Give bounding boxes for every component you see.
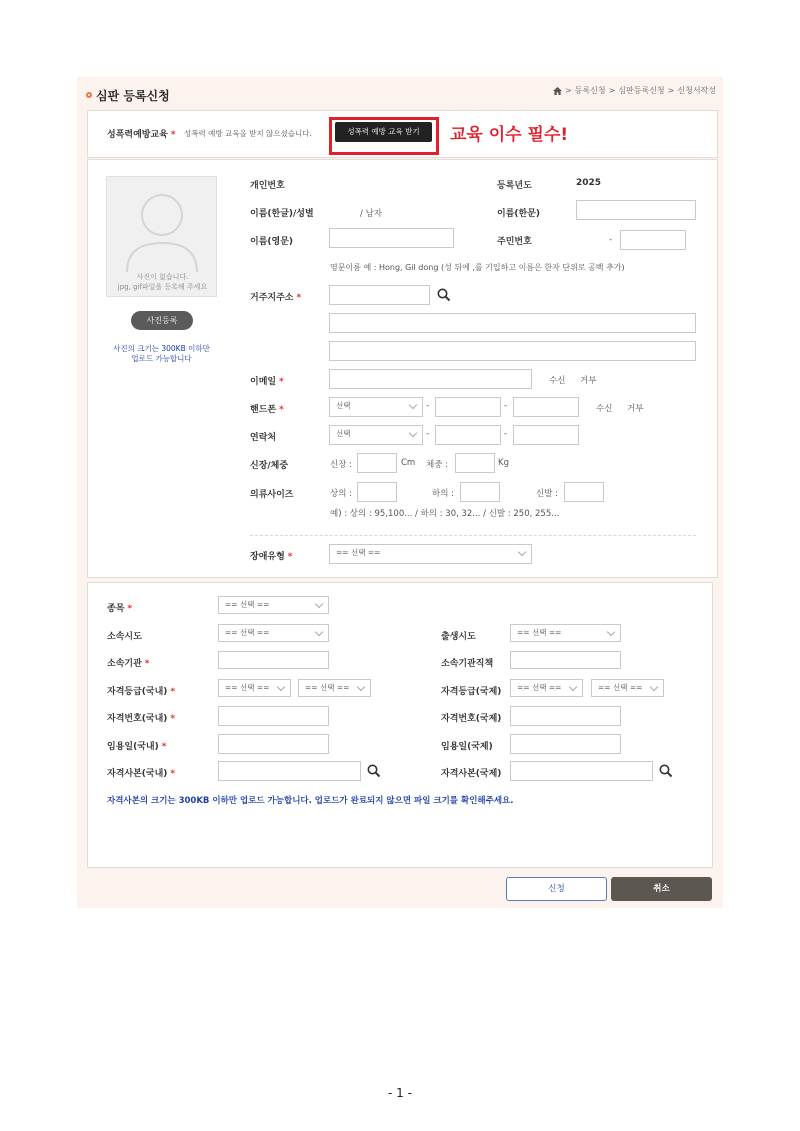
breadcrumb-item-form: 신청서작성	[677, 86, 716, 95]
personal-id-label: 개인번호	[250, 181, 285, 191]
search-icon[interactable]	[659, 764, 673, 778]
required-mark: *	[287, 552, 293, 562]
appoint-domestic-input[interactable]	[218, 734, 329, 754]
weight-unit: Kg	[498, 458, 509, 468]
name-english-input[interactable]	[329, 228, 454, 248]
prevention-education-button[interactable]: 성폭력 예방 교육 받기	[335, 122, 432, 142]
required-mark: *	[170, 130, 176, 140]
breadcrumb-sep: >	[667, 86, 675, 95]
top-size-label: 상의 :	[330, 489, 352, 499]
chevron-down-icon	[315, 600, 323, 608]
birth-city-select[interactable]: == 선택 ==	[510, 624, 621, 642]
appoint-intl-input[interactable]	[510, 734, 621, 754]
city-select[interactable]: == 선택 ==	[218, 624, 329, 642]
mobile-opt-out[interactable]: 거부	[627, 404, 644, 414]
page-number: - 1 -	[388, 1086, 412, 1100]
photo-size-note-2: 업로드 가능합니다	[131, 354, 192, 363]
sport-label: 종목 *	[107, 604, 133, 614]
number-intl-input[interactable]	[510, 706, 621, 726]
home-icon[interactable]	[553, 87, 562, 95]
copy-domestic-label: 자격사본(국내) *	[107, 769, 176, 779]
chevron-down-icon	[409, 401, 417, 409]
weight-label: 체중 :	[426, 460, 448, 470]
grade-domestic-label: 자격등급(국내) *	[107, 687, 176, 697]
org-position-label: 소속기관직책	[441, 659, 494, 669]
birth-city-label: 출생시도	[441, 632, 476, 642]
mobile-middle-input[interactable]	[435, 397, 501, 417]
mobile-dash-2: -	[504, 401, 508, 411]
required-mark: *	[144, 659, 150, 669]
chevron-down-icon	[357, 683, 365, 691]
submit-button[interactable]: 신청	[506, 877, 607, 901]
chevron-down-icon	[315, 628, 323, 636]
bottom-size-label: 하의 :	[432, 489, 454, 499]
contact-last-input[interactable]	[513, 425, 579, 445]
copy-domestic-file-input[interactable]	[218, 761, 361, 781]
height-label: 신장 :	[330, 460, 352, 470]
name-hanja-label: 이름(한문)	[497, 209, 541, 219]
contact-middle-input[interactable]	[435, 425, 501, 445]
divider	[250, 535, 696, 536]
resident-number-back-input[interactable]	[620, 230, 686, 250]
height-unit: Cm	[401, 458, 416, 468]
copy-intl-file-input[interactable]	[510, 761, 653, 781]
city-label: 소속시도	[107, 632, 142, 642]
required-annotation: 교육 이수 필수!	[450, 125, 569, 145]
breadcrumb-sep: >	[608, 86, 616, 95]
english-name-example: 영문이름 예 : Hong, Gil dong (성 뒤에 ,를 기입하고 이름은 한자 단위로 공백 추가)	[330, 263, 625, 272]
grade-intl-label: 자격등급(국제)	[441, 687, 502, 697]
required-mark: *	[170, 714, 176, 724]
required-mark: *	[296, 293, 302, 303]
chevron-down-icon	[607, 628, 615, 636]
address-line1-input[interactable]	[329, 313, 696, 333]
breadcrumb-sep: >	[564, 86, 572, 95]
number-domestic-label: 자격번호(국내) *	[107, 714, 176, 724]
name-english-label: 이름(영문)	[250, 237, 294, 247]
cancel-button[interactable]: 취소	[611, 877, 712, 901]
contact-dash-1: -	[426, 429, 430, 439]
chevron-down-icon	[650, 683, 658, 691]
contact-label: 연락처	[250, 433, 277, 443]
grade-domestic-select-1[interactable]: == 선택 ==	[218, 679, 291, 697]
number-domestic-input[interactable]	[218, 706, 329, 726]
name-hanja-input[interactable]	[576, 200, 696, 220]
photo-format-text: jpg, gif파일을 등록해 주세요	[117, 283, 208, 291]
photo-placeholder	[106, 176, 217, 297]
mobile-dash-1: -	[426, 401, 430, 411]
chevron-down-icon	[409, 429, 417, 437]
top-size-input[interactable]	[357, 482, 397, 502]
resident-number-label: 주민번호	[497, 237, 532, 247]
copy-size-note: 자격사본의 크기는 300KB 이하만 업로드 가능합니다. 업로드가 완료되지 않으면 파일 크기를 확인해주세요.	[107, 796, 514, 806]
required-mark: *	[170, 687, 176, 697]
grade-intl-select-1[interactable]: == 선택 ==	[510, 679, 583, 697]
required-mark: *	[161, 742, 167, 752]
mobile-label: 핸드폰 *	[250, 405, 284, 415]
required-mark: *	[279, 377, 284, 387]
prevention-label: 성폭력예방교육 *	[107, 130, 176, 140]
required-mark: *	[127, 604, 133, 614]
year-label: 등록년도	[497, 181, 532, 191]
page-title: 심판 등록신청	[96, 89, 170, 103]
search-icon[interactable]	[437, 288, 451, 302]
appoint-domestic-label: 임용일(국내) *	[107, 742, 167, 752]
email-opt-in[interactable]: 수신	[549, 376, 566, 386]
weight-input[interactable]	[455, 453, 495, 473]
disability-label: 장애유형 *	[250, 552, 293, 562]
organization-input[interactable]	[218, 651, 329, 669]
name-korean-label: 이름(한글)/성별	[250, 209, 314, 219]
required-mark: *	[279, 405, 284, 415]
body-size-label: 신장/체중	[250, 461, 289, 471]
prevention-status: 성폭력 예방 교육을 받지 않으셨습니다.	[184, 129, 312, 138]
mobile-prefix-select[interactable]: 선택	[329, 397, 423, 417]
shoe-size-input[interactable]	[564, 482, 604, 502]
photo-empty-text: 사진이 없습니다.	[136, 273, 189, 281]
year-value: 2025	[576, 178, 602, 188]
chevron-down-icon	[277, 683, 285, 691]
appoint-intl-label: 임용일(국제)	[441, 742, 493, 752]
email-label: 이메일 *	[250, 377, 284, 387]
mobile-opt-in[interactable]: 수신	[596, 404, 613, 414]
sport-select[interactable]: == 선택 ==	[218, 596, 329, 614]
breadcrumb-item-register[interactable]: 등록신청	[574, 86, 606, 95]
gender-value: / 남자	[360, 209, 382, 219]
bottom-size-input[interactable]	[460, 482, 500, 502]
chevron-down-icon	[518, 548, 526, 556]
contact-dash-2: -	[504, 429, 508, 439]
search-icon[interactable]	[367, 764, 381, 778]
postal-code-input[interactable]	[329, 285, 430, 305]
title-bullet-icon	[86, 92, 92, 98]
number-intl-label: 자격번호(국제)	[441, 714, 502, 724]
grade-intl-select-2[interactable]: == 선택 ==	[591, 679, 664, 697]
org-position-input[interactable]	[510, 651, 621, 669]
shoe-size-label: 신발 :	[536, 489, 558, 499]
resident-separator: -	[609, 235, 613, 245]
photo-upload-button[interactable]: 사진등록	[131, 311, 193, 330]
breadcrumb-item-referee[interactable]: 심판등록신청	[618, 86, 665, 95]
contact-prefix-select[interactable]: 선택	[329, 425, 423, 445]
email-opt-out[interactable]: 거부	[580, 376, 597, 386]
disability-select[interactable]: == 선택 ==	[329, 544, 532, 564]
height-input[interactable]	[357, 453, 397, 473]
email-input[interactable]	[329, 369, 532, 389]
size-example: 예) : 상의 : 95,100... / 하의 : 30, 32... / 신발 : 250, 255...	[330, 509, 560, 519]
clothing-size-label: 의류사이즈	[250, 490, 294, 500]
address-line2-input[interactable]	[329, 341, 696, 361]
breadcrumb	[553, 85, 716, 96]
photo-size-note-1: 사진의 크기는 300KB 이하만	[113, 344, 210, 353]
required-mark: *	[170, 769, 176, 779]
chevron-down-icon	[569, 683, 577, 691]
address-label: 거주지주소 *	[250, 293, 302, 303]
grade-domestic-select-2[interactable]: == 선택 ==	[298, 679, 371, 697]
organization-label: 소속기관 *	[107, 659, 150, 669]
copy-intl-label: 자격사본(국제)	[441, 769, 502, 779]
mobile-last-input[interactable]	[513, 397, 579, 417]
